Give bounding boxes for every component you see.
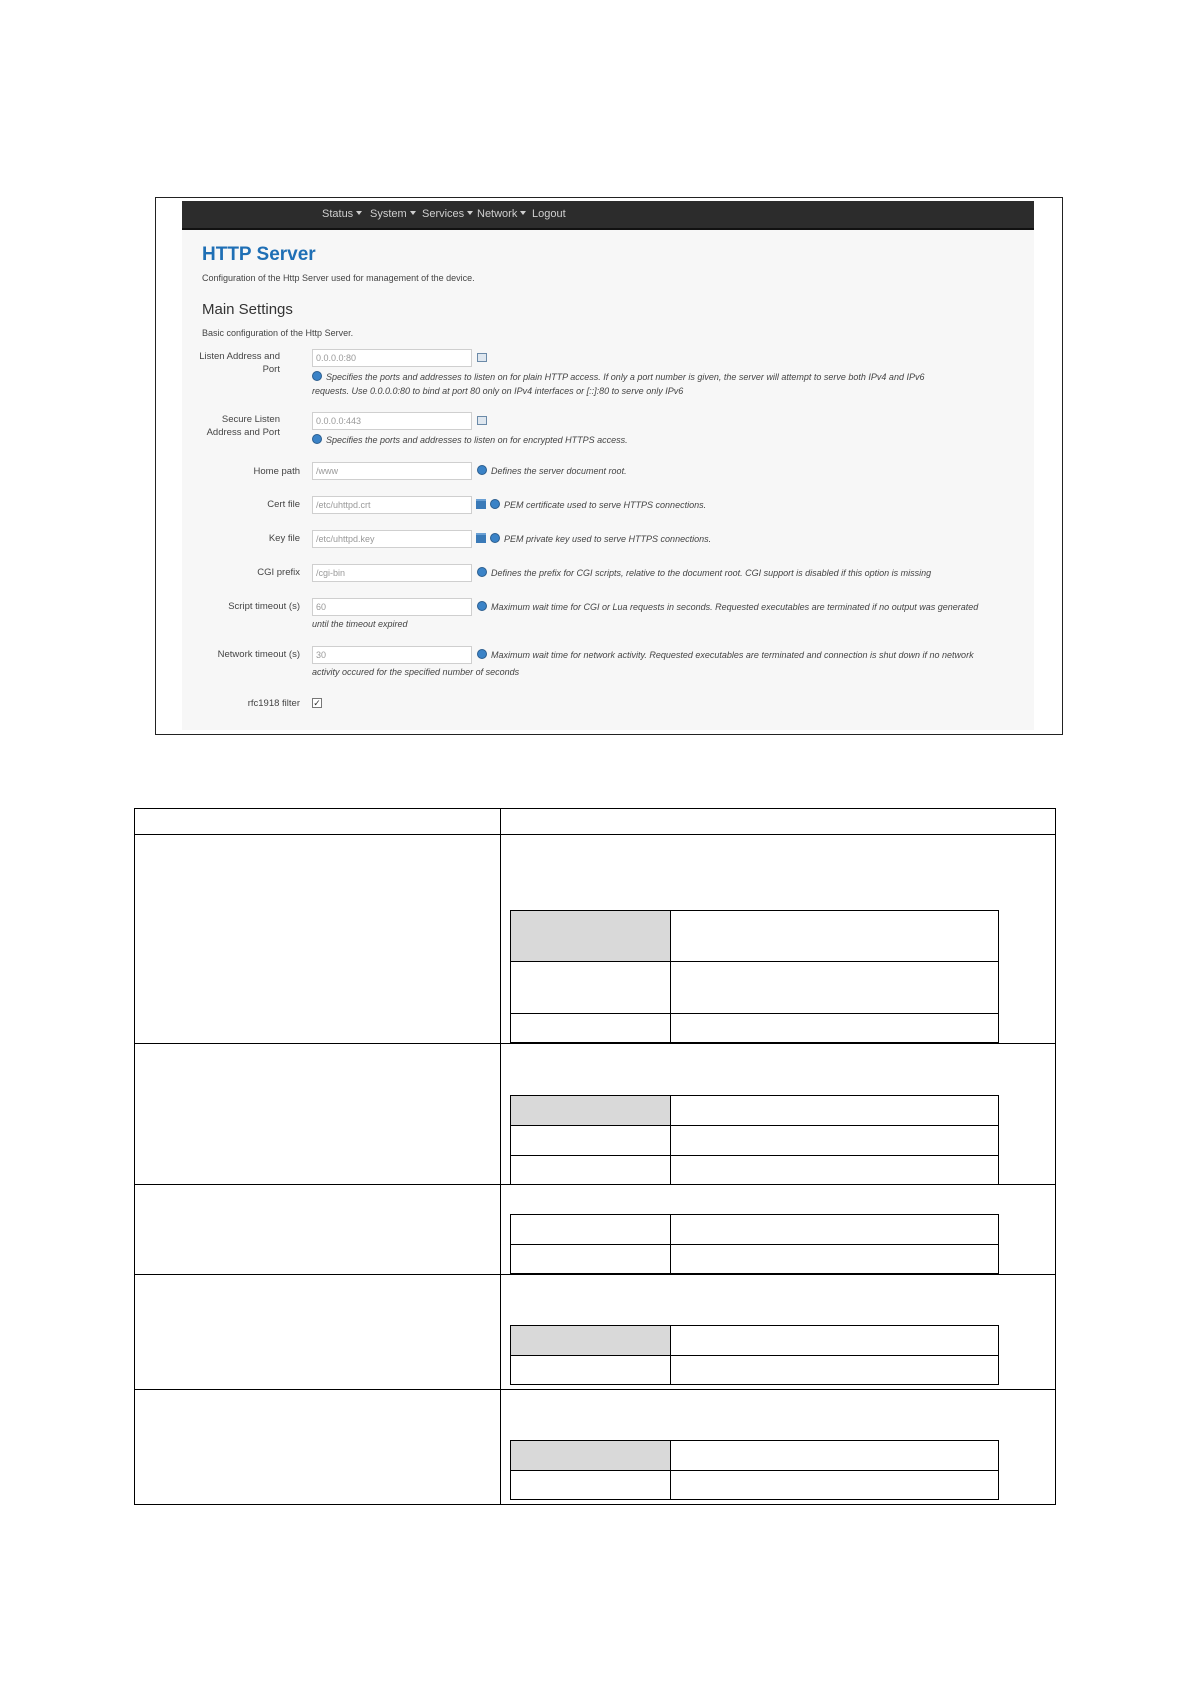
nav-status[interactable]: Status — [322, 208, 362, 220]
chevron-down-icon — [356, 211, 362, 215]
table-header-rule — [134, 834, 1056, 835]
nested-cell — [511, 1156, 671, 1185]
cert-file-label: Cert file — [267, 499, 300, 510]
section-subtitle: Basic configuration of the Http Server. — [202, 328, 354, 338]
nested-cell — [511, 1441, 671, 1471]
list-icon[interactable] — [477, 416, 487, 425]
cgi-prefix-hint: Defines the prefix for CGI scripts, relative to the document root. CGI support is disabled if this option is missing — [477, 566, 931, 580]
rfc1918-label: rfc1918 filter — [247, 698, 300, 709]
nested-table — [510, 1214, 999, 1274]
nested-cell — [511, 1471, 671, 1500]
info-icon — [490, 533, 500, 543]
table-row-rule — [134, 1274, 1056, 1275]
table-row-rule — [134, 1043, 1056, 1044]
nested-cell — [511, 1356, 671, 1385]
listen-address-input[interactable] — [312, 349, 472, 367]
top-navbar — [182, 201, 1034, 230]
info-icon — [490, 499, 500, 509]
chevron-down-icon — [520, 211, 526, 215]
script-timeout-input[interactable] — [312, 598, 472, 616]
folder-icon[interactable] — [476, 499, 486, 509]
listen-address-label: Listen Address and Port — [199, 351, 280, 375]
nested-cell — [511, 1215, 671, 1245]
section-title: Main Settings — [202, 301, 293, 318]
nested-cell — [511, 1326, 671, 1356]
network-timeout-hint: Maximum wait time for network activity. Requested executables are terminated and connection is shut down if no network — [477, 648, 974, 662]
nested-cell — [671, 1156, 999, 1185]
nested-table — [510, 1325, 999, 1385]
nested-cell — [511, 911, 671, 962]
nested-cell — [511, 962, 671, 1014]
page-title: HTTP Server — [202, 244, 316, 265]
info-icon — [477, 465, 487, 475]
nested-cell — [671, 1014, 999, 1043]
nav-logout[interactable]: Logout — [532, 208, 566, 220]
info-icon — [477, 567, 487, 577]
network-timeout-label: Network timeout (s) — [217, 649, 300, 660]
nested-cell — [511, 1014, 671, 1043]
chevron-down-icon — [410, 211, 416, 215]
nested-table — [510, 910, 999, 1043]
nested-cell — [671, 1356, 999, 1385]
nested-cell — [671, 1471, 999, 1500]
key-file-label: Key file — [268, 533, 300, 544]
cgi-prefix-input[interactable] — [312, 564, 472, 582]
network-timeout-input[interactable] — [312, 646, 472, 664]
info-icon — [477, 601, 487, 611]
table-row-rule — [134, 1389, 1056, 1390]
chevron-down-icon — [467, 211, 473, 215]
nested-cell — [511, 1096, 671, 1126]
key-file-input[interactable] — [312, 530, 472, 548]
home-path-hint: Defines the server document root. — [477, 464, 627, 478]
folder-icon[interactable] — [476, 533, 486, 543]
key-file-hint: PEM private key used to serve HTTPS connections. — [490, 532, 711, 546]
script-timeout-hint: Maximum wait time for CGI or Lua requests in seconds. Requested executables are terminated if no output was generated — [477, 600, 978, 614]
nested-cell — [671, 1326, 999, 1356]
home-path-label: Home path — [253, 466, 300, 477]
nested-cell — [671, 911, 999, 962]
list-icon[interactable] — [477, 353, 487, 362]
nested-cell — [671, 1126, 999, 1156]
home-path-input[interactable] — [312, 462, 472, 480]
nested-cell — [671, 1215, 999, 1245]
page-subtitle: Configuration of the Http Server used for management of the device. — [202, 273, 475, 283]
nav-network[interactable]: Network — [477, 208, 526, 220]
secure-listen-input[interactable] — [312, 412, 472, 430]
info-icon — [477, 649, 487, 659]
cgi-prefix-label: CGI prefix — [257, 567, 300, 578]
table-divider — [500, 808, 501, 1505]
nested-cell — [671, 1245, 999, 1274]
nested-cell — [671, 1096, 999, 1126]
network-timeout-hint-cont: activity occured for the specified number of seconds — [312, 667, 520, 677]
cert-file-hint: PEM certificate used to serve HTTPS connections. — [490, 498, 706, 512]
script-timeout-hint-cont: until the timeout expired — [312, 619, 408, 629]
secure-listen-label: Secure Listen Address and Port — [206, 414, 280, 438]
rfc1918-checkbox[interactable]: ✓ — [313, 698, 321, 708]
cert-file-input[interactable] — [312, 496, 472, 514]
nested-cell — [671, 1441, 999, 1471]
nav-system[interactable]: System — [370, 208, 416, 220]
info-icon — [312, 371, 322, 381]
script-timeout-label: Script timeout (s) — [228, 601, 300, 612]
nested-cell — [511, 1126, 671, 1156]
nested-table — [510, 1095, 999, 1185]
nested-table — [510, 1440, 999, 1500]
info-icon — [312, 434, 322, 444]
settings-panel — [182, 230, 1034, 730]
screenshot-frame — [155, 197, 1063, 735]
listen-address-hint: Specifies the ports and addresses to listen on for plain HTTP access. If only a port number is given, the server will attempt to serve both IPv4 and IPv6 requests. Use 0.0.0.0:80 to bind at port 80 only on IPv4 interfaces or [::]:80 to serve only IPv6 — [312, 372, 925, 396]
nested-cell — [671, 962, 999, 1014]
secure-listen-hint: Specifies the ports and addresses to listen on for encrypted HTTPS access. — [312, 433, 628, 447]
nested-cell — [511, 1245, 671, 1274]
nav-services[interactable]: Services — [422, 208, 473, 220]
